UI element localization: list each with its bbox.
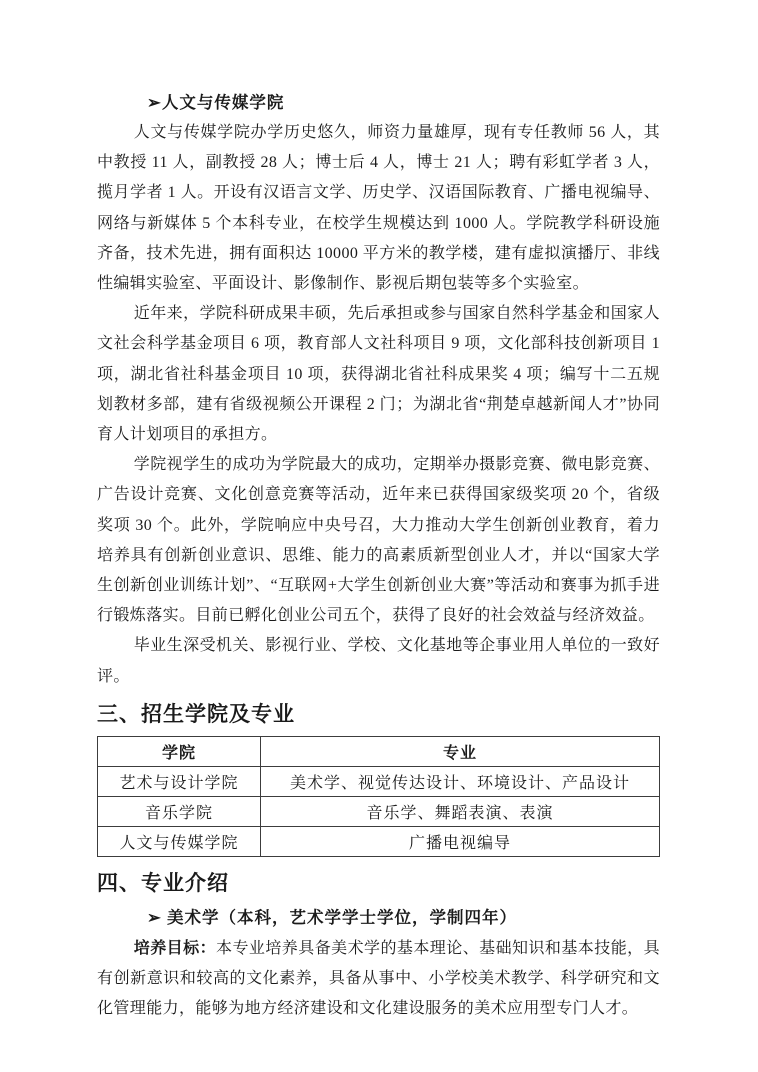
table-row — [98, 766, 660, 796]
arrow-bullet-icon: ➢ — [147, 93, 162, 112]
table-cell-major: 音乐学、舞蹈表演、表演 — [261, 796, 660, 826]
college-paragraph-2: 近年来，学院科研成果丰硕，先后承担或参与国家自然科学基金和国家人文社会科学基金项目 6 项，教育部人文社科项目 9 项，文化部科技创新项目 1 项，湖北省社科基金项目 10 项，获得湖北省社科成果奖 4 项；编写十二五规划教材多部，建有省级视频公开课程 2 门；为湖北省“荆楚卓越新闻人才”协同育人计划项目的承担方。 — [97, 305, 660, 444]
table-header-row — [98, 736, 660, 766]
college-paragraph-1: 人文与传媒学院办学历史悠久，师资力量雄厚，现有专任教师 56 人，其中教授 11 人，副教授 28 人；博士后 4 人，博士 21 人；聘有彩虹学者 3 人，揽月学者 1 人。开设有汉语言文学、历史学、汉语国际教育、广播电视编导、网络与新媒体 5 个本科专业，在校学生规模达到 1000 人。学院教学科研设施齐备，技术先进，拥有面积达 10000 平方米的教学楼，建有虚拟演播厅、非线性编辑实验室、平面设计、影像制作、影视后期包装等多个实验室。 — [97, 124, 660, 293]
table-header-college: 学院 — [98, 736, 261, 766]
major-title-text: 美术学（本科，艺术学学士学位，学制四年） — [166, 907, 517, 927]
section4-heading: 四、专业介绍 — [97, 870, 229, 895]
major-heading — [147, 902, 660, 934]
college-paragraph-3: 学院视学生的成功为学院最大的成功，定期举办摄影竞赛、微电影竞赛、广告设计竞赛、文化创意竞赛等活动，近年来已获得国家级奖项 20 个，省级奖项 30 个。此外，学院响应中央号召，大力推动大学生创新创业教育，着力培养具有创新创业意识、思维、能力的高素质新型创业人才，并以“国家大学生创新创业训练计划”、“互联网+大学生创新创业大赛”等活动和赛事为抓手进行锻炼落实。目前已孵化创业公司五个，获得了良好的社会效益与经济效益。 — [97, 456, 660, 625]
college-section-title — [147, 88, 660, 118]
enrollment-table — [97, 736, 660, 857]
table-cell-college: 人文与传媒学院 — [98, 826, 261, 856]
college-paragraph-4: 毕业生深受机关、影视行业、学校、文化基地等企事业用人单位的一致好评。 — [97, 637, 660, 685]
table-cell-major: 广播电视编导 — [261, 826, 660, 856]
objective-paragraph — [97, 934, 660, 1025]
table-cell-college: 音乐学院 — [98, 796, 261, 826]
table-header-major: 专业 — [261, 736, 660, 766]
table-row — [98, 796, 660, 826]
table-cell-college: 艺术与设计学院 — [98, 766, 261, 796]
college-title-text: 人文与传媒学院 — [161, 93, 285, 112]
table-row — [98, 826, 660, 856]
section3-heading: 三、招生学院及专业 — [97, 701, 295, 726]
objective-text: 本专业培养具备美术学的基本理论、基础知识和基本技能，具有创新意识和较高的文化素养，具备从事中、小学校美术教学、科学研究和文化管理能力，能够为地方经济建设和文化建设服务的美术应用型专门人才。 — [97, 939, 660, 1018]
arrow-bullet-icon: ➢ — [147, 907, 167, 927]
table-cell-major: 美术学、视觉传达设计、环境设计、产品设计 — [261, 766, 660, 796]
objective-label: 培养目标： — [133, 939, 217, 957]
